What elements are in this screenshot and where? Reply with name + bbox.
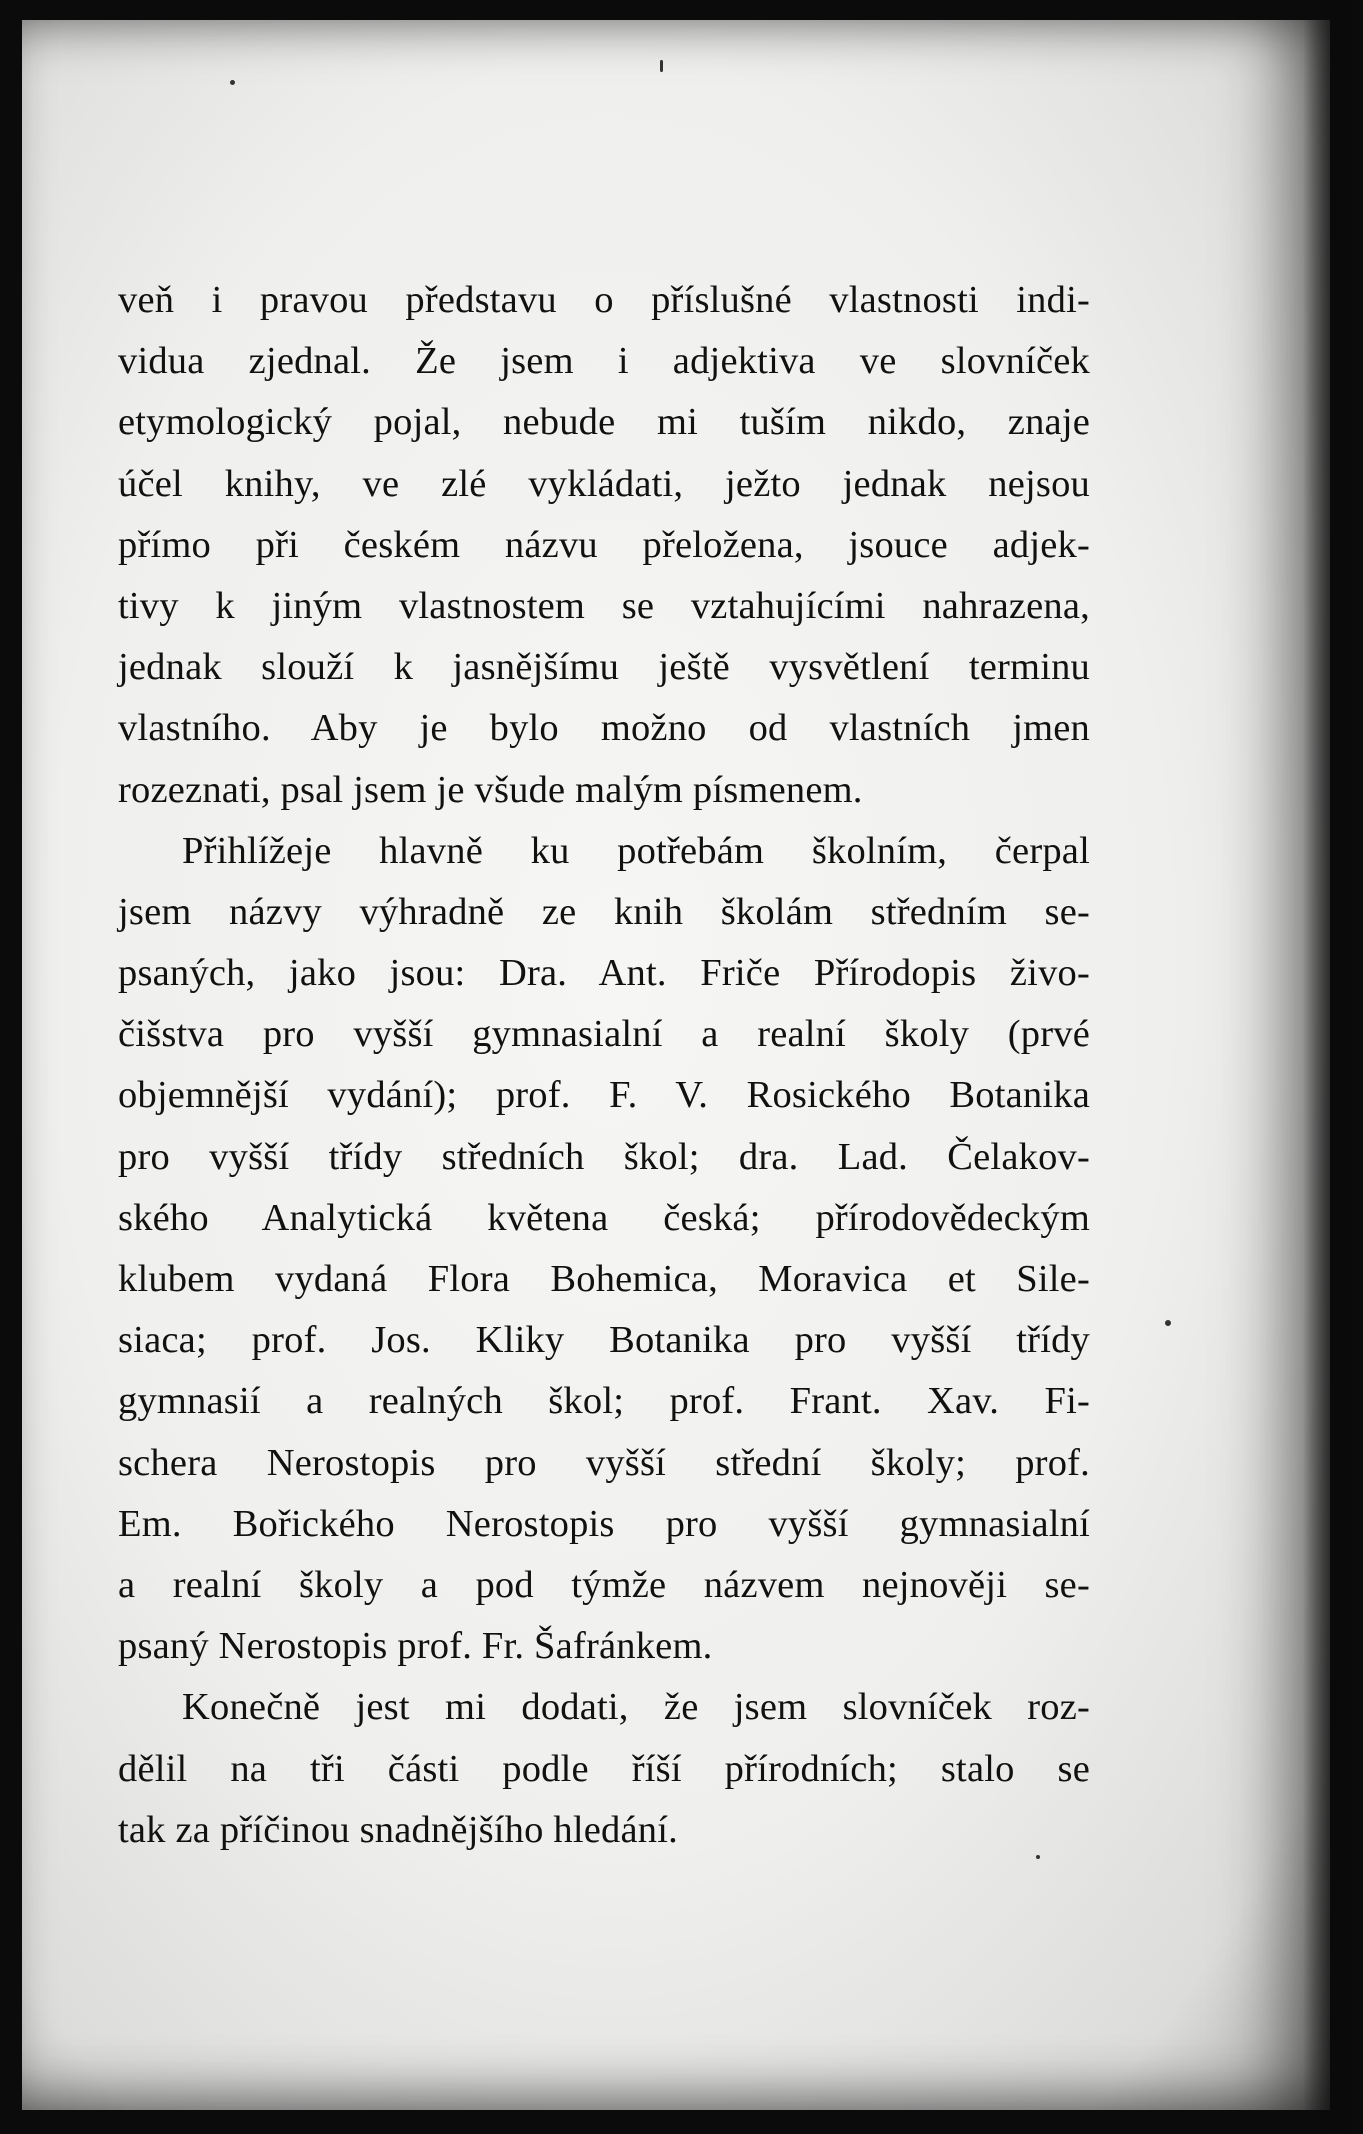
text-line: veň i pravou představu o příslušné vlastnosti indi- (118, 279, 1090, 321)
text-line: siaca; prof. Jos. Kliky Botanika pro vyšší třídy (118, 1319, 1090, 1362)
text-line: pro vyšší třídy středních škol; dra. Lad. Čelakov- (118, 1135, 1090, 1178)
text-line: Em. Bořického Nerostopis pro vyšší gymnasialní (118, 1502, 1090, 1545)
text-line: gymnasií a realných škol; prof. Frant. Xav. Fi- (118, 1380, 1090, 1423)
text-line: vlastního. Aby je bylo možno od vlastních jmen (118, 707, 1090, 750)
text-line: objemnější vydání); prof. F. V. Rosického Botanika (118, 1074, 1090, 1117)
text-line: Konečně jest mi dodati, že jsem slovníček roz- (182, 1686, 1090, 1729)
paragraph-1 (118, 270, 1090, 821)
text-line: schera Nerostopis pro vyšší střední školy; prof. (118, 1441, 1090, 1484)
text-line: Přihlížeje hlavně ku potřebám školním, čerpal (182, 829, 1090, 872)
text-line: tak za příčinou snadnějšího hledání. (118, 1808, 678, 1851)
text-line: psaný Nerostopis prof. Fr. Šafránkem. (118, 1625, 713, 1668)
text-line: tivy k jiným vlastnostem se vztahujícími nahrazena, (118, 584, 1090, 627)
dust-speck (660, 60, 663, 72)
page-text (118, 270, 1090, 1861)
text-line: jsem názvy výhradně ze knih školám středním se- (118, 890, 1090, 933)
text-line: účel knihy, ve zlé vykládati, ježto jednak nejsou (118, 462, 1090, 505)
dust-speck (1165, 1320, 1171, 1326)
text-line: klubem vydaná Flora Bohemica, Moravica et Sile- (118, 1258, 1090, 1300)
page-edge-shadow (1303, 0, 1363, 2134)
paragraph-2 (118, 821, 1090, 1678)
paragraph-3 (118, 1677, 1090, 1861)
text-line: dělil na tři části podle říší přírodních; stalo se (118, 1747, 1090, 1790)
text-line: etymologický pojal, nebude mi tuším nikdo, znaje (118, 401, 1090, 444)
text-line: přímo při českém názvu přeložena, jsouce adjek- (118, 523, 1090, 566)
text-line: a realní školy a pod týmže názvem nejnověji se- (118, 1563, 1090, 1606)
text-line: psaných, jako jsou: Dra. Ant. Friče Přírodopis živo- (118, 952, 1090, 995)
text-line: jednak slouží k jasnějšímu ještě vysvětlení terminu (118, 646, 1090, 689)
text-line: ského Analytická květena česká; přírodovědeckým (118, 1196, 1090, 1239)
text-line: rozeznati, psal jsem je všude malým písmenem. (118, 768, 863, 811)
text-line: čišstva pro vyšší gymnasialní a realní školy (prvé (118, 1013, 1090, 1056)
dust-speck (230, 80, 235, 85)
text-line: vidua zjednal. Že jsem i adjektiva ve slovníček (118, 340, 1090, 383)
